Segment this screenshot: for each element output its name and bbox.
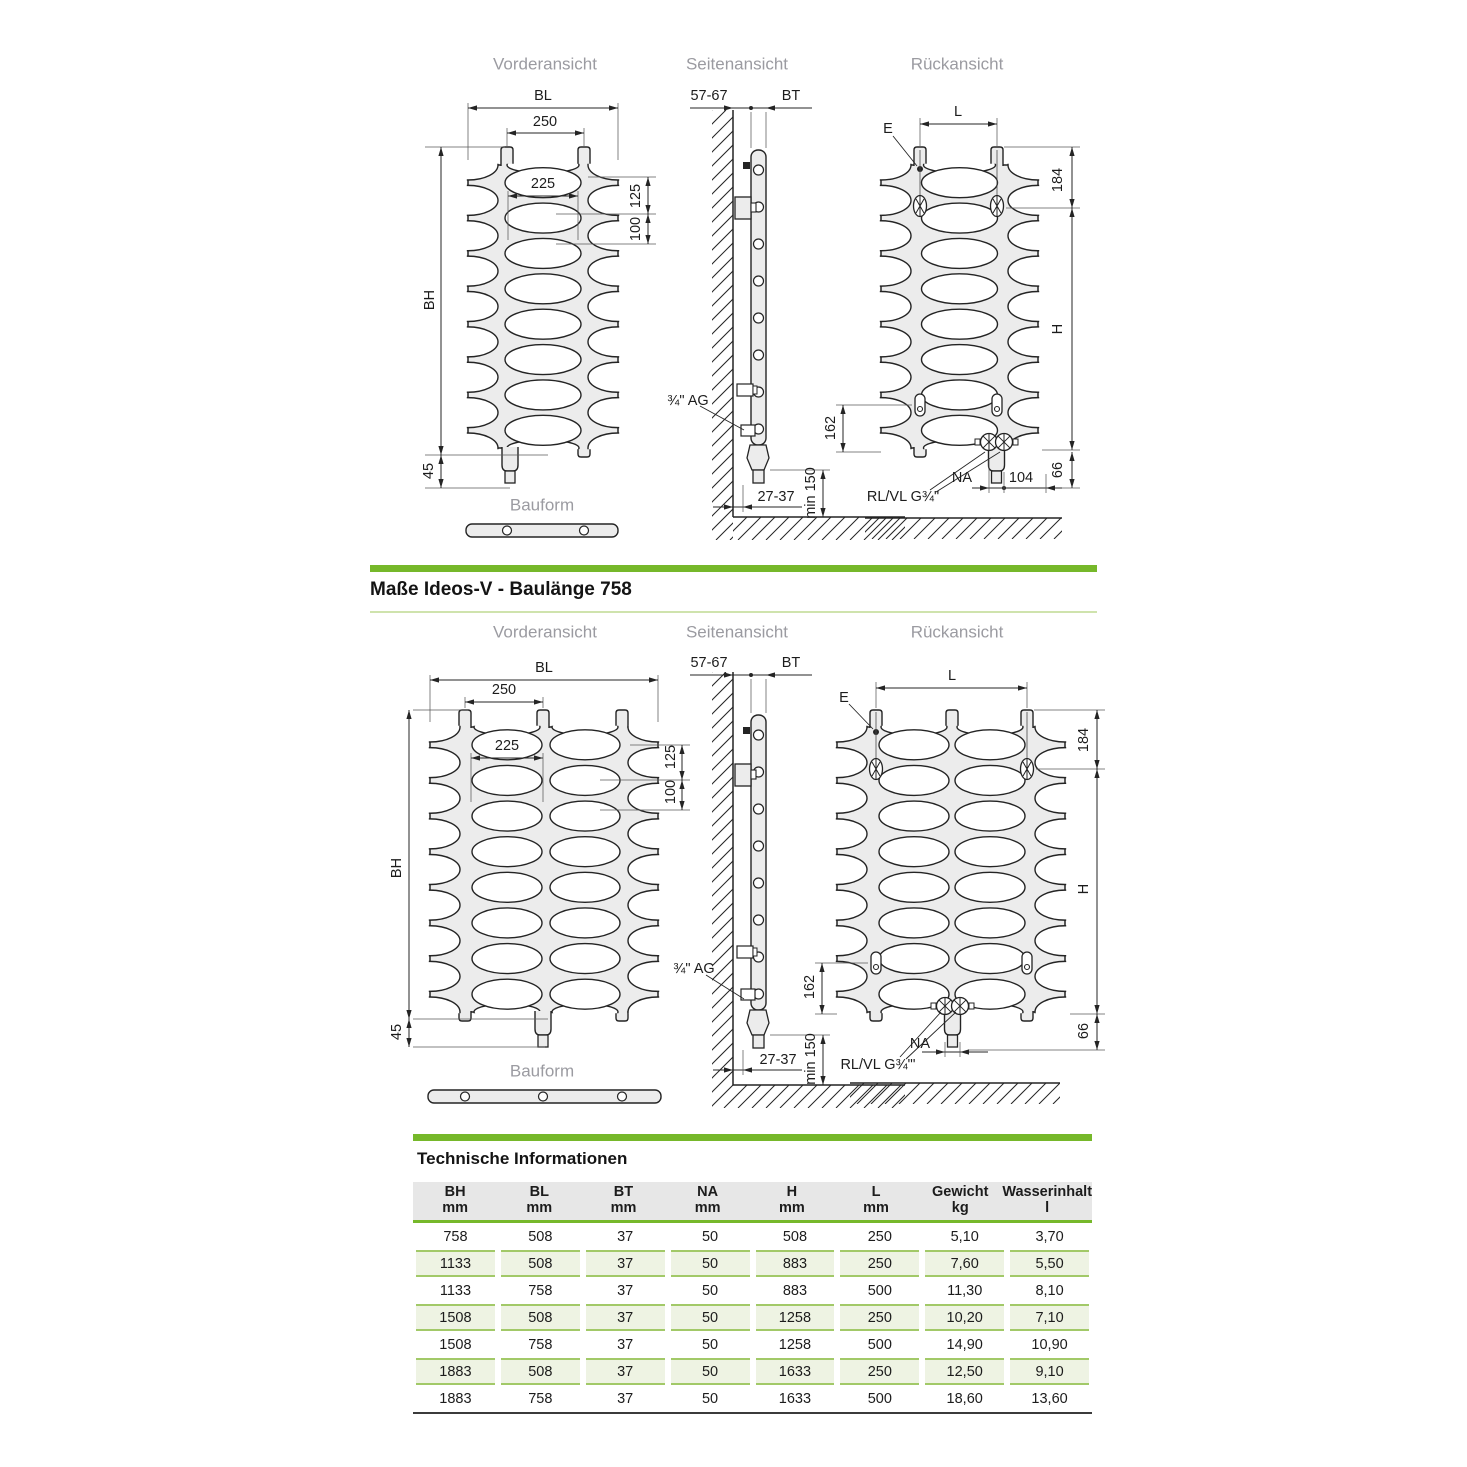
dim-label-250: 250 bbox=[532, 113, 558, 130]
table-cell bbox=[925, 1304, 1004, 1331]
table-cell bbox=[1007, 1385, 1092, 1412]
dim-label-45: 45 bbox=[388, 1023, 405, 1041]
column-label: L bbox=[871, 1184, 881, 1200]
cell-value: 8,10 bbox=[1035, 1282, 1064, 1299]
cell-value: 10,20 bbox=[946, 1309, 983, 1326]
table-cell bbox=[922, 1331, 1007, 1358]
divider-thin-line bbox=[370, 611, 1097, 613]
table-column-header bbox=[1002, 1185, 1092, 1216]
cell-value: 500 bbox=[867, 1336, 892, 1353]
column-unit: mm bbox=[610, 1199, 637, 1216]
cell-value: 11,30 bbox=[947, 1282, 983, 1299]
table-cell bbox=[1007, 1331, 1092, 1358]
green-divider-bar bbox=[370, 565, 1097, 572]
cell-value: 1883 bbox=[439, 1363, 472, 1380]
cell-value: 883 bbox=[782, 1282, 808, 1299]
cell-value: 13,60 bbox=[1031, 1390, 1068, 1407]
cell-value: 50 bbox=[701, 1363, 719, 1380]
column-unit: mm bbox=[778, 1199, 805, 1216]
dim-label-125: 125 bbox=[627, 183, 644, 209]
bauform-label: Bauform bbox=[509, 495, 575, 515]
cell-value: 14,90 bbox=[946, 1336, 983, 1353]
cell-value: 9,10 bbox=[1035, 1363, 1064, 1380]
view-title-front: Vorderansicht bbox=[493, 54, 597, 74]
cell-value: 37 bbox=[617, 1336, 634, 1353]
table-cell bbox=[753, 1331, 838, 1358]
table-cell bbox=[753, 1223, 838, 1250]
table-column-header bbox=[834, 1185, 918, 1216]
table-column-header bbox=[581, 1185, 665, 1216]
table-cell bbox=[498, 1385, 583, 1412]
table-cell bbox=[498, 1223, 583, 1250]
green-table-bar bbox=[413, 1134, 1092, 1141]
section-title: Maße Ideos-V - Baulänge 758 bbox=[370, 579, 632, 600]
cell-value: 37 bbox=[617, 1282, 634, 1299]
dim-label-184: 184 bbox=[1075, 727, 1092, 753]
technical-info-table bbox=[413, 1182, 1092, 1414]
table-cell bbox=[840, 1250, 919, 1277]
table-cell bbox=[501, 1250, 580, 1277]
table-cell bbox=[416, 1250, 495, 1277]
table-cell bbox=[413, 1385, 498, 1412]
cell-value: 1258 bbox=[778, 1309, 812, 1326]
dim-label-57-67: 57-67 bbox=[690, 87, 728, 104]
table-cell bbox=[1010, 1304, 1089, 1331]
table-cell bbox=[1010, 1250, 1089, 1277]
table-column-header bbox=[918, 1185, 1002, 1216]
dim-label-bh: BH bbox=[388, 857, 405, 879]
table-cell bbox=[501, 1358, 580, 1385]
cell-value: 508 bbox=[528, 1363, 553, 1380]
table-cell bbox=[671, 1304, 750, 1331]
dim-label-e: E bbox=[839, 689, 849, 706]
table-cell bbox=[925, 1358, 1004, 1385]
column-label: Gewicht bbox=[932, 1184, 989, 1200]
cell-value: 758 bbox=[528, 1390, 553, 1407]
column-unit: mm bbox=[442, 1199, 468, 1216]
cell-value: 7,60 bbox=[950, 1255, 979, 1272]
cell-value: 1633 bbox=[778, 1390, 812, 1407]
cell-value: 1258 bbox=[778, 1336, 812, 1353]
table-column-header bbox=[750, 1185, 834, 1216]
dim-label-225: 225 bbox=[530, 175, 556, 192]
dim-label-h: H bbox=[1049, 323, 1066, 335]
dim-label-bl: BL bbox=[534, 87, 552, 104]
table-header-row bbox=[413, 1182, 1092, 1223]
dim-label-45: 45 bbox=[420, 462, 437, 480]
dim-label-ag: ¾" AG bbox=[667, 392, 709, 409]
dim-label-225: 225 bbox=[494, 737, 520, 754]
dim-label-rlvl: RL/VL G¾"' bbox=[840, 1056, 916, 1073]
column-label: BT bbox=[613, 1184, 634, 1200]
cell-value: 500 bbox=[867, 1282, 892, 1299]
cell-value: 50 bbox=[701, 1309, 719, 1326]
view-title-rear: Rückansicht bbox=[910, 54, 1004, 74]
cell-value: 508 bbox=[528, 1255, 553, 1272]
dim-label-l: L bbox=[953, 103, 963, 120]
table-cell bbox=[753, 1277, 838, 1304]
dim-label-rlvl: RL/VL G¾" bbox=[866, 488, 940, 505]
dim-label-bt: BT bbox=[781, 87, 801, 104]
dim-label-bh: BH bbox=[421, 289, 438, 311]
cell-value: 37 bbox=[617, 1363, 634, 1380]
table-cell bbox=[837, 1331, 922, 1358]
cell-value: 1133 bbox=[439, 1282, 472, 1299]
table-cell bbox=[1007, 1277, 1092, 1304]
column-label: BH bbox=[444, 1184, 466, 1200]
table-cell bbox=[668, 1385, 753, 1412]
table-cell bbox=[837, 1385, 922, 1412]
cell-value: 7,10 bbox=[1035, 1309, 1064, 1326]
dim-label-bt: BT bbox=[781, 654, 801, 671]
table-cell bbox=[756, 1304, 835, 1331]
cell-value: 508 bbox=[528, 1309, 553, 1326]
dim-label-27-37: 27-37 bbox=[759, 1051, 797, 1068]
view-title-side: Seitenansicht bbox=[685, 622, 789, 642]
dim-label-57-67: 57-67 bbox=[690, 654, 728, 671]
column-unit: mm bbox=[863, 1199, 889, 1216]
cell-value: 250 bbox=[867, 1228, 892, 1245]
table-cell bbox=[925, 1250, 1004, 1277]
table-cell bbox=[583, 1223, 668, 1250]
table-row bbox=[413, 1304, 1092, 1331]
cell-value: 250 bbox=[867, 1363, 892, 1380]
column-label: H bbox=[786, 1184, 798, 1200]
dim-label-min150: min 150 bbox=[802, 1033, 819, 1085]
table-row bbox=[413, 1358, 1092, 1385]
dim-label-na: NA bbox=[951, 469, 973, 486]
table-row bbox=[413, 1223, 1092, 1250]
cell-value: 37 bbox=[617, 1309, 634, 1326]
table-cell bbox=[1010, 1358, 1089, 1385]
table-cell bbox=[837, 1223, 922, 1250]
table-row bbox=[413, 1250, 1092, 1277]
column-label: Wasserinhalt bbox=[1002, 1184, 1093, 1200]
dim-label-104: 104 bbox=[1008, 469, 1034, 486]
table-cell bbox=[501, 1304, 580, 1331]
cell-value: 50 bbox=[701, 1282, 719, 1299]
dim-label-100: 100 bbox=[627, 216, 644, 242]
cell-value: 758 bbox=[443, 1228, 468, 1245]
table-cell bbox=[1007, 1223, 1092, 1250]
table-row bbox=[413, 1277, 1092, 1304]
table-row bbox=[413, 1331, 1092, 1358]
column-label: BL bbox=[529, 1184, 549, 1200]
table-cell bbox=[586, 1358, 665, 1385]
cell-value: 758 bbox=[528, 1336, 553, 1353]
view-title-rear: Rückansicht bbox=[910, 622, 1004, 642]
table-cell bbox=[668, 1277, 753, 1304]
column-label: NA bbox=[697, 1184, 719, 1200]
cell-value: 50 bbox=[701, 1390, 719, 1407]
dim-label-66: 66 bbox=[1075, 1022, 1092, 1040]
table-cell bbox=[922, 1223, 1007, 1250]
table-cell bbox=[756, 1250, 835, 1277]
dim-label-125: 125 bbox=[662, 744, 679, 770]
cell-value: 50 bbox=[701, 1255, 719, 1272]
cell-value: 37 bbox=[617, 1255, 634, 1272]
dim-label-na: NA bbox=[909, 1035, 931, 1052]
cell-value: 5,10 bbox=[950, 1228, 979, 1245]
table-column-header bbox=[666, 1185, 750, 1216]
table-title: Technische Informationen bbox=[417, 1149, 628, 1168]
table-cell bbox=[922, 1385, 1007, 1412]
dim-label-66: 66 bbox=[1049, 461, 1066, 479]
cell-value: 3,70 bbox=[1035, 1228, 1064, 1245]
table-column-header bbox=[413, 1185, 497, 1216]
dim-label-bl: BL bbox=[535, 659, 553, 676]
table-cell bbox=[668, 1223, 753, 1250]
table-cell bbox=[413, 1223, 498, 1250]
table-cell bbox=[922, 1277, 1007, 1304]
cell-value: 508 bbox=[528, 1228, 553, 1245]
cell-value: 37 bbox=[617, 1390, 634, 1407]
cell-value: 10,90 bbox=[1031, 1336, 1068, 1353]
cell-value: 883 bbox=[782, 1255, 808, 1272]
table-cell bbox=[671, 1250, 750, 1277]
view-title-front: Vorderansicht bbox=[493, 622, 597, 642]
cell-value: 50 bbox=[701, 1228, 719, 1245]
column-unit: l bbox=[1045, 1199, 1050, 1216]
column-unit: mm bbox=[526, 1199, 553, 1216]
cell-value: 1133 bbox=[439, 1255, 472, 1272]
dim-label-h: H bbox=[1075, 883, 1092, 895]
cell-value: 37 bbox=[617, 1228, 634, 1245]
table-cell bbox=[416, 1358, 495, 1385]
cell-value: 18,60 bbox=[946, 1390, 983, 1407]
bauform-label: Bauform bbox=[509, 1061, 575, 1081]
table-cell bbox=[586, 1304, 665, 1331]
table-cell bbox=[668, 1331, 753, 1358]
cell-value: 250 bbox=[867, 1255, 892, 1272]
dim-label-162: 162 bbox=[822, 415, 839, 441]
dim-label-l: L bbox=[947, 667, 957, 684]
cell-value: 508 bbox=[782, 1228, 808, 1245]
dim-label-27-37: 27-37 bbox=[757, 488, 795, 505]
dim-label-184: 184 bbox=[1049, 167, 1066, 193]
table-cell bbox=[756, 1358, 835, 1385]
cell-value: 5,50 bbox=[1035, 1255, 1064, 1272]
table-cell bbox=[416, 1304, 495, 1331]
cell-value: 12,50 bbox=[946, 1363, 983, 1380]
cell-value: 758 bbox=[528, 1282, 553, 1299]
table-column-header bbox=[497, 1185, 581, 1216]
dim-label-162: 162 bbox=[801, 974, 818, 1000]
table-cell bbox=[583, 1331, 668, 1358]
dim-label-ag: ¾" AG bbox=[673, 960, 715, 977]
column-unit: mm bbox=[694, 1199, 721, 1216]
cell-value: 50 bbox=[701, 1336, 719, 1353]
table-cell bbox=[837, 1277, 922, 1304]
dim-label-min150: min 150 bbox=[802, 467, 819, 519]
cell-value: 1508 bbox=[439, 1309, 472, 1326]
table-row bbox=[413, 1385, 1092, 1414]
table-cell bbox=[671, 1358, 750, 1385]
table-cell bbox=[840, 1358, 919, 1385]
cell-value: 1508 bbox=[439, 1336, 472, 1353]
dim-label-250: 250 bbox=[491, 681, 517, 698]
cell-value: 500 bbox=[867, 1390, 892, 1407]
table-cell bbox=[753, 1385, 838, 1412]
table-cell bbox=[413, 1331, 498, 1358]
table-cell bbox=[583, 1385, 668, 1412]
cell-value: 250 bbox=[867, 1309, 892, 1326]
table-cell bbox=[498, 1277, 583, 1304]
table-cell bbox=[583, 1277, 668, 1304]
view-title-side: Seitenansicht bbox=[685, 54, 789, 74]
dim-label-100: 100 bbox=[662, 779, 679, 805]
cell-value: 1633 bbox=[778, 1363, 812, 1380]
column-unit: kg bbox=[951, 1199, 969, 1216]
table-cell bbox=[586, 1250, 665, 1277]
table-cell bbox=[413, 1277, 498, 1304]
dim-label-e: E bbox=[883, 120, 893, 137]
table-cell bbox=[840, 1304, 919, 1331]
cell-value: 1883 bbox=[439, 1390, 472, 1407]
table-cell bbox=[498, 1331, 583, 1358]
